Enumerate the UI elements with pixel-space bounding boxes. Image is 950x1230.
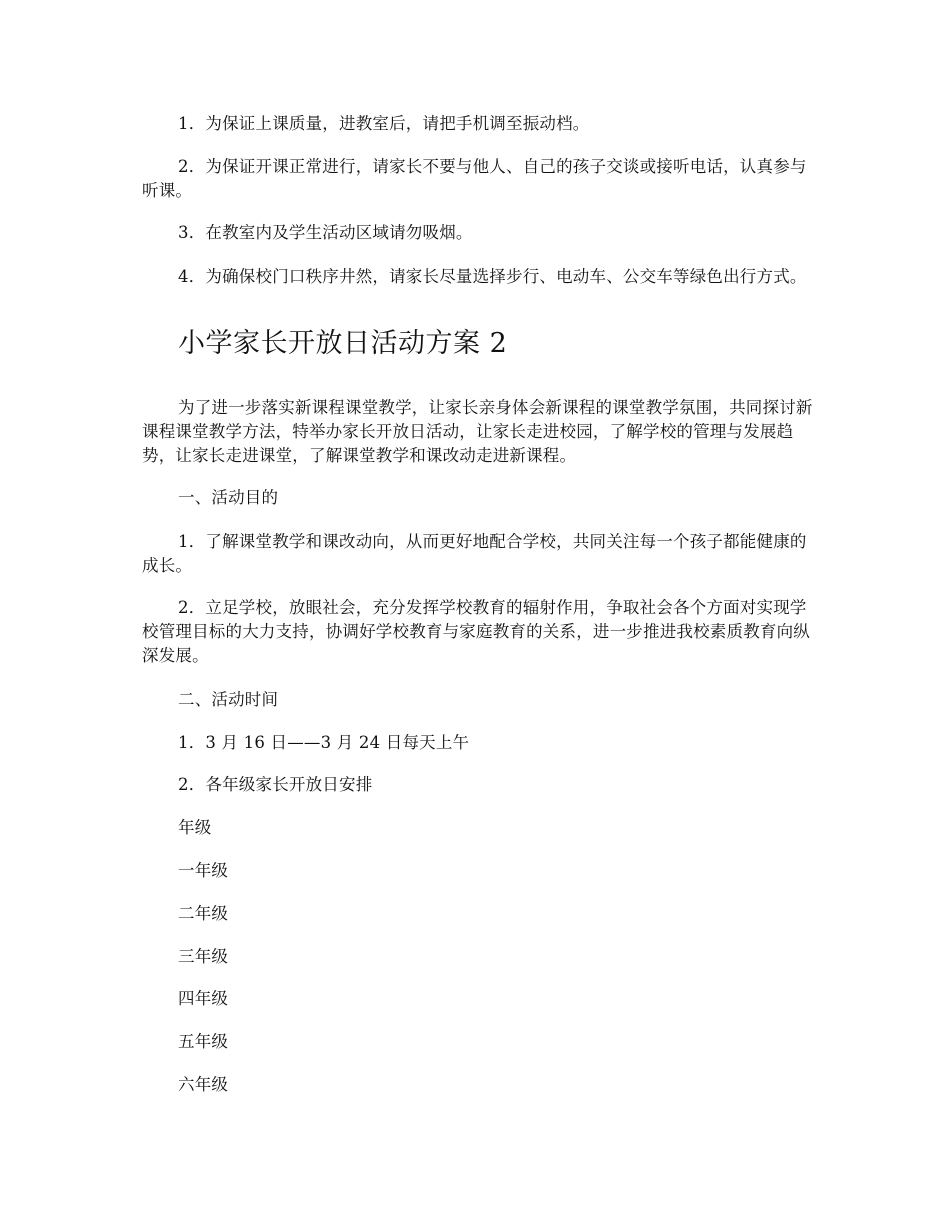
intro-item-3: 3．在教室内及学生活动区域请勿吸烟。: [178, 223, 473, 242]
grade-item: 二年级: [178, 904, 229, 923]
grade-item: 六年级: [178, 1075, 229, 1094]
purpose-item-1: 1．了解课堂教学和课改动向，从而更好地配合学校，共同关注每一个孩子都能健康的成长。: [142, 532, 807, 575]
time-item-2: 2．各年级家长开放日安排: [178, 775, 373, 794]
time-heading: 二、活动时间: [178, 690, 279, 709]
grade-item: 一年级: [178, 861, 229, 880]
grade-item: 五年级: [178, 1032, 229, 1051]
intro-item-4: 4．为确保校门口秩序井然，请家长尽量选择步行、电动车、公交车等绿色出行方式。: [178, 267, 807, 286]
grade-item: 四年级: [178, 989, 229, 1008]
purpose-heading: 一、活动目的: [178, 488, 279, 507]
intro-item-1: 1．为保证上课质量，进教室后，请把手机调至振动档。: [178, 114, 590, 133]
grade-item: 三年级: [178, 947, 229, 966]
section-title: 小学家长开放日活动方案 2: [178, 328, 508, 359]
purpose-item-2: 2．立足学校，放眼社会，充分发挥学校教育的辐射作用，争取社会各个方面对实现学校管理目标的大力支持，协调好学校教育与家庭教育的关系，进一步推进我校素质教育向纵深发展。: [142, 598, 810, 665]
time-item-1: 1．3 月 16 日——3 月 24 日每天上午: [178, 733, 470, 752]
intro-item-2: 2．为保证开课正常进行，请家长不要与他人、自己的孩子交谈或接听电话，认真参与听课。: [142, 157, 807, 200]
intro-paragraph: 为了进一步落实新课程课堂教学，让家长亲身体会新课程的课堂教学氛围，共同探讨新课程课堂教学方法，特举办家长开放日活动，让家长走进校园，了解学校的管理与发展趋势，让家长走进课堂，了解课堂教学和课改动走进新课程。: [142, 398, 813, 465]
grade-header: 年级: [178, 818, 212, 837]
